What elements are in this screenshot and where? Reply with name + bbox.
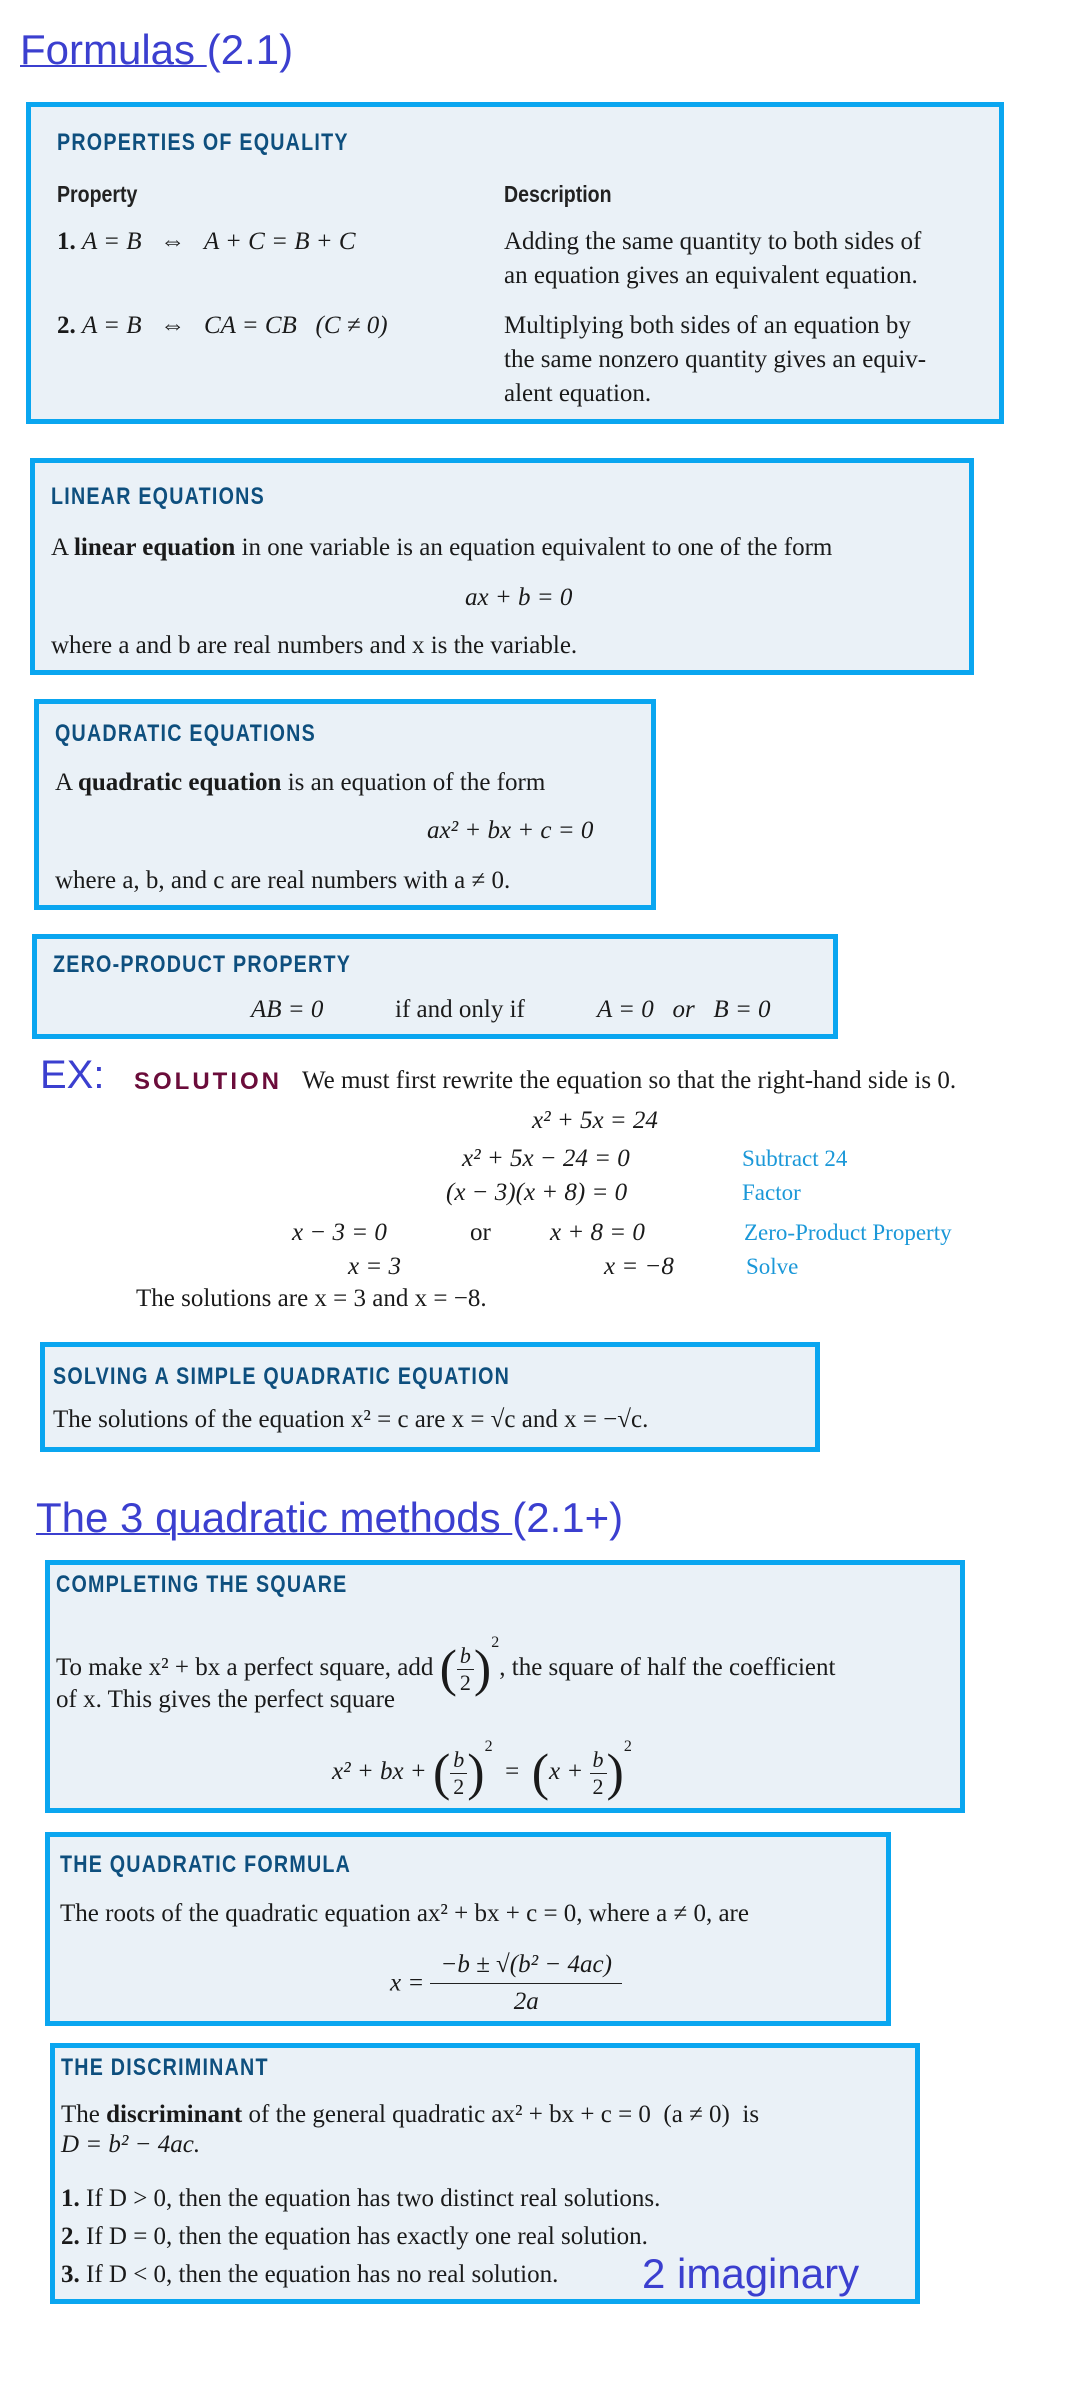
column-header-property: Property [57, 181, 138, 207]
box-heading: THE QUADRATIC FORMULA [60, 1851, 352, 1878]
definition-text: To make x² + bx a perfect square, add ( $\frac{b}{2}$ )$^2$, the square of half the coefficient [56, 1634, 836, 1698]
perfect-square-formula: x² + bx + ( $\frac{b}{2}$ )$^2$ = (x + $\frac{b}{2}$ )$^2$ [332, 1738, 632, 1802]
fraction: $\frac{b}{2}$ [457, 1643, 474, 1696]
step-note: Zero-Product Property [744, 1220, 952, 1245]
simple-quadratic-box [40, 1342, 820, 1452]
iff-arrow-icon: ⇔ [160, 228, 186, 255]
property-rhs: CA = CB (C ≠ 0) [203, 312, 388, 339]
ex-label: EX: [40, 1053, 105, 1097]
section-title-formulas[interactable] [20, 26, 293, 74]
iff-arrow-icon: ⇔ [160, 312, 186, 339]
linear-equations-box [30, 458, 974, 675]
quadratic-equations-box [34, 699, 656, 910]
zp-middle: if and only if [395, 996, 525, 1023]
step-note: Subtract 24 [742, 1146, 848, 1171]
property-row-1 [57, 225, 356, 259]
term-bold: quadratic equation [77, 769, 282, 796]
row-number: 2. [57, 312, 76, 339]
property-desc-1 [504, 225, 921, 293]
split-or: or [470, 1219, 491, 1246]
properties-of-equality-box [26, 102, 1004, 424]
solution-label: SOLUTION [134, 1068, 282, 1095]
handwritten-annotation: 2 imaginary [642, 2250, 860, 2297]
formula: ax² + bx + c = 0 [427, 817, 594, 844]
definition-text: The solutions of the equation x² = c are x = √c and x = −√c. [53, 1406, 649, 1433]
step-note: Factor [742, 1180, 801, 1205]
discriminant-item: 2. If D = 0, then the equation has exactly one real solution. [61, 2223, 648, 2250]
property-lhs: A = B [82, 312, 142, 339]
title-suffix: (2.1) [206, 26, 294, 73]
discriminant-item: 1. If D > 0, then the equation has two distinct real solutions. [61, 2185, 661, 2212]
split-right-solution: x = −8 [604, 1253, 674, 1280]
zp-right: A = 0 or B = 0 [597, 996, 771, 1023]
definition-text: A quadratic equation is an equation of the form [55, 769, 546, 796]
completing-square-box [45, 1560, 965, 1813]
box-heading: COMPLETING THE SQUARE [56, 1571, 348, 1598]
desc-line: an equation gives an equivalent equation. [504, 262, 918, 289]
property-rhs: A + C = B + C [203, 228, 356, 255]
zero-product-box [32, 934, 838, 1039]
step-equation: x² + 5x − 24 = 0 [462, 1145, 630, 1172]
box-heading: PROPERTIES OF EQUALITY [57, 129, 349, 156]
step-equation: (x − 3)(x + 8) = 0 [446, 1179, 628, 1206]
definition-text: of x. This gives the perfect square [56, 1686, 396, 1713]
split-left-eq: x − 3 = 0 [292, 1219, 387, 1246]
title-suffix: (2.1+) [512, 1494, 624, 1541]
discriminant-item: 3. If D < 0, then the equation has no real solution. [61, 2261, 559, 2288]
solution-conclusion: The solutions are x = 3 and x = −8. [136, 1285, 487, 1312]
definition-text: The discriminant of the general quadratic ax² + bx + c = 0 (a ≠ 0) is [61, 2101, 760, 2128]
definition-text: The roots of the quadratic equation ax² + bx + c = 0, where a ≠ 0, are [60, 1900, 749, 1927]
box-heading: ZERO-PRODUCT PROPERTY [53, 951, 352, 978]
desc-line: the same nonzero quantity gives an equiv- [504, 346, 927, 373]
desc-line: alent equation. [504, 380, 652, 407]
desc-line: Adding the same quantity to both sides of [504, 228, 922, 255]
split-left-solution: x = 3 [348, 1253, 401, 1280]
step-equation: x² + 5x = 24 [532, 1107, 658, 1134]
title-link[interactable]: The 3 quadratic methods [36, 1494, 513, 1541]
column-header-description: Description [504, 181, 612, 207]
desc-line: Multiplying both sides of an equation by [504, 312, 911, 339]
property-row-2 [57, 309, 388, 343]
box-heading: LINEAR EQUATIONS [51, 483, 265, 510]
definition-text: A linear equation in one variable is an equation equivalent to one of the form [51, 534, 833, 561]
split-right-eq: x + 8 = 0 [550, 1219, 645, 1246]
property-desc-2 [504, 309, 926, 411]
term-bold: discriminant [106, 2101, 243, 2128]
term-bold: linear equation [73, 534, 236, 561]
property-lhs: A = B [82, 228, 142, 255]
title-link[interactable]: Formulas [20, 26, 207, 73]
definition-text: where a and b are real numbers and x is the variable. [51, 632, 578, 659]
row-number: 1. [57, 228, 76, 255]
formula: ax + b = 0 [465, 584, 573, 611]
box-heading: THE DISCRIMINANT [61, 2054, 269, 2081]
discriminant-formula: D = b² − 4ac. [61, 2131, 201, 2158]
definition-text: where a, b, and c are real numbers with a ≠ 0. [55, 867, 511, 894]
section-title-quadratic-methods[interactable] [36, 1494, 623, 1542]
box-heading: SOLVING A SIMPLE QUADRATIC EQUATION [53, 1363, 511, 1390]
zp-left: AB = 0 [251, 996, 324, 1023]
solution-intro: We must first rewrite the equation so that the right-hand side is 0. [302, 1067, 957, 1094]
quadratic-formula: x = $\frac{\text{−b ± √(b² − 4ac)}}{2a}$ [390, 1947, 622, 2020]
box-heading: QUADRATIC EQUATIONS [55, 720, 316, 747]
step-note: Solve [746, 1254, 799, 1279]
quadratic-formula-box [45, 1832, 891, 2026]
